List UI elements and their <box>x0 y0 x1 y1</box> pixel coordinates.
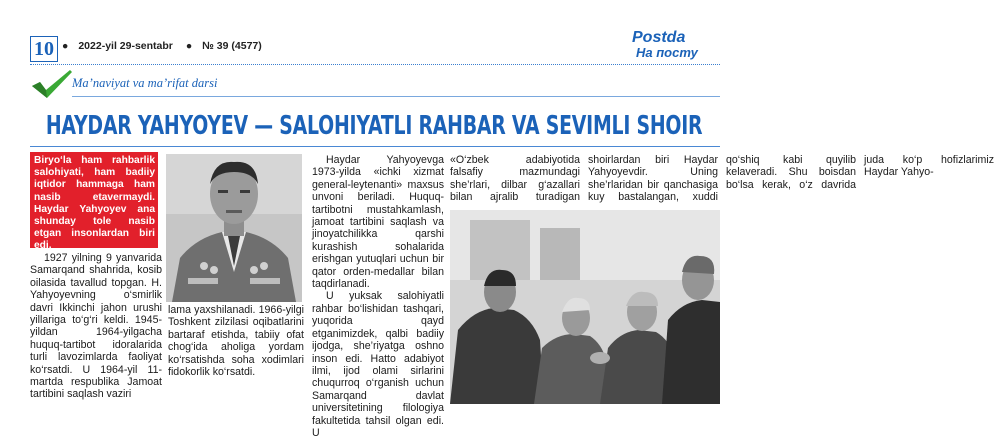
header-rule <box>30 64 720 65</box>
issue-date: 2022-yil 29-sentabr <box>78 40 173 52</box>
logo-line2: На посту <box>636 45 698 60</box>
section-title: Ma’naviyat va ma’rifat darsi <box>72 76 218 90</box>
portrait-photo <box>166 154 302 302</box>
bullet-icon: ● <box>62 40 69 52</box>
column-2-text <box>168 304 304 404</box>
paragraph: «O‘zbek adabiyotida falsafiy mazmundagi she’rlari, dilbar g‘azallari bilan ajralib turadigan shoirlardan biri Haydar Yahyoyevdir. Uning she’rlaridan bir qanchasiga kuy bastalangan, xuddi qo‘shiq kabi quyilib kelaveradi. Shu boisdan bo‘lsa kerak, o‘z davrida juda ko‘p hofizlarimiz Haydar Yahyo- <box>450 154 994 204</box>
group-image <box>450 210 720 404</box>
issue-info <box>62 40 272 52</box>
logo-line1: Postda <box>632 29 686 46</box>
bullet-icon: ● <box>185 40 193 52</box>
headline-rule <box>30 146 720 147</box>
issue-number: № 39 (4577) <box>202 40 262 52</box>
page-number: 10 <box>30 36 58 62</box>
newspaper-logo <box>632 30 698 60</box>
group-photo <box>450 210 720 404</box>
checkmark-icon <box>30 68 74 100</box>
paragraph: U yuksak salohiyatli rahbar bo‘lishidan tashqari, yuqorida qayd etganimizdek, qalbi badiiy ijodga, she’riyatga oshno inson edi. Hatto adabiyot ilmi, ijod olami sirlarini chuqurroq o‘rganish uchun Samarqand davlat universitetining filologiya fakultetida tahsil olgan edi. U <box>312 290 444 439</box>
section-rule <box>72 96 720 97</box>
article-column-4 <box>450 154 994 208</box>
paragraph: lama yaxshilanadi. 1966-yilgi Toshkent zilzilasi oqibatlarini bartaraf etishda, tabiiy ofat chog‘ida aholiga yordam ko‘rsatishda soha xodimlari fidokorlik ko‘rsatdi. <box>168 304 304 379</box>
paragraph: 1927 yilning 9 yanvarida Samarqand shahrida, kosib oilasida tavallud topgan. H. Yahyoyevning o‘smirlik davri Ikkinchi jahon urushi yillariga to‘g‘ri keldi. 1945-yildan 1964-yilgacha huquq-tartibot idoralarida turli lavozimlarda faoliyat ko‘rsatdi. U 1964-yil 11-martda respublika Jamoat tartibini saqlash vaziri <box>30 252 162 401</box>
lead-box <box>30 152 158 252</box>
article-column-1 <box>30 252 162 404</box>
article-headline: HAYDAR YAHYOYEV — SALOHIYATLI RAHBAR VA SEVIMLI SHOIR <box>45 111 703 141</box>
portrait-image <box>166 154 302 302</box>
article-column-3 <box>312 154 444 439</box>
lead-text: Biryo‘la ham rahbarlik salohiyati, ham badiiy iqtidor hammaga ham nasib etavermaydi. Haydar Yahyoyev ana shunday tole nasib etgan insonlardan biri edi. <box>34 155 155 252</box>
paragraph: Haydar Yahyoyevga 1973-yilda «ichki xizmat general-leytenanti» maxsus unvoni beriladi. Huquq-tartibotni mustahkamlash, jamoat tartibini saqlash va jinoyatchilikka qarshi kurashish sohalarida erishgan yutuqlari uchun bir qator orden-medallar bilan taqdirlanadi. <box>312 154 444 291</box>
